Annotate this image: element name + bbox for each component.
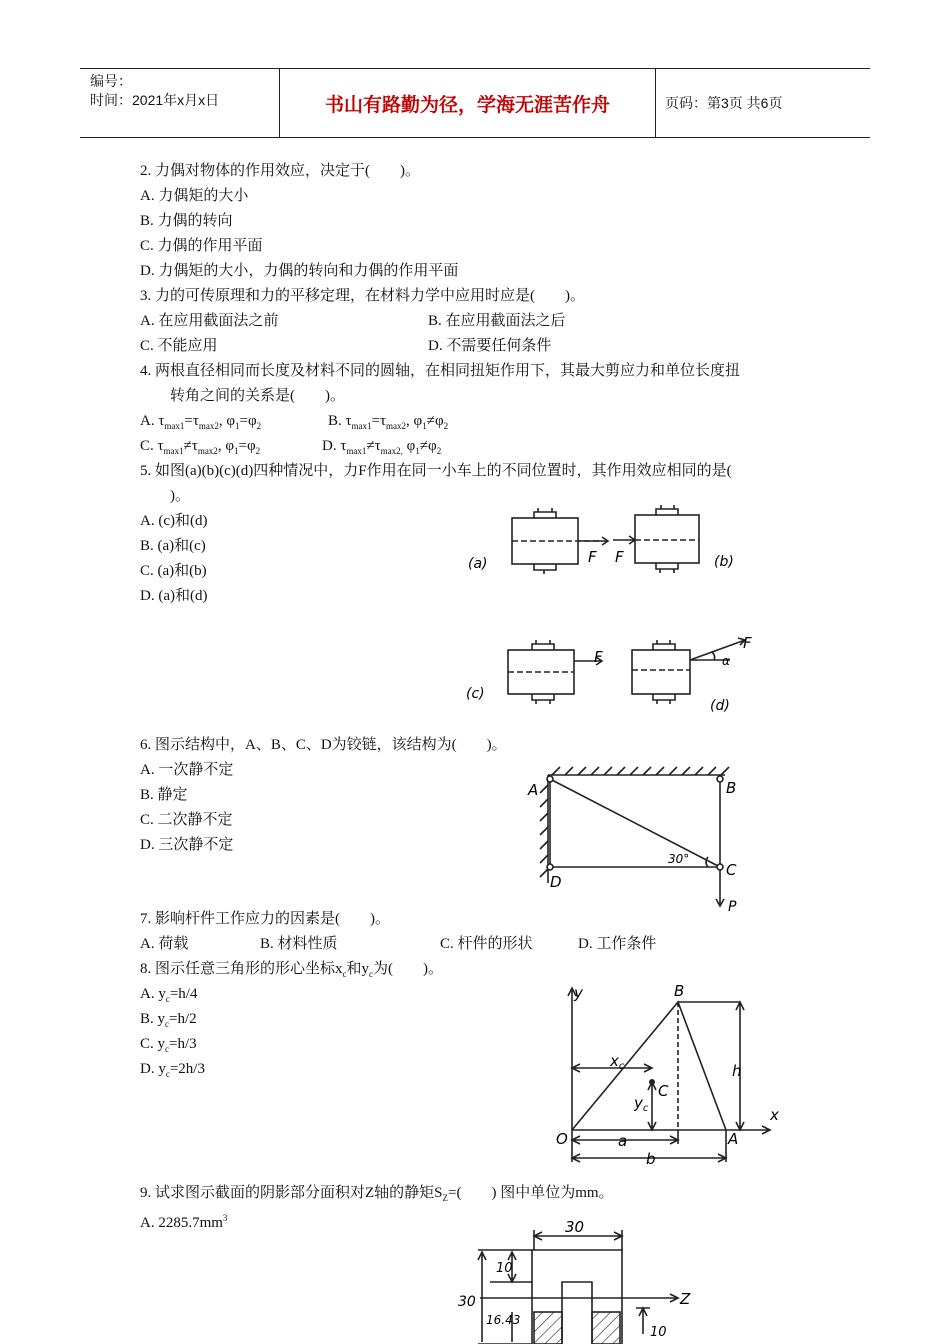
q5-option-c: C. (a)和(b) — [140, 563, 207, 579]
q6-option-b: B. 静定 — [140, 787, 188, 803]
q9-dim-10: 10 — [496, 1261, 513, 1276]
q5-angle-alpha: α — [722, 654, 730, 668]
q3-stem: 3. 力的可传原理和力的平移定理，在材料力学中应用时应是( )。 — [140, 288, 585, 304]
q4-option-d: D. $\tau_{max1}\ne\tau_{max2,}$ $\varphi_1\ne\varphi_2$ — [322, 438, 442, 456]
q9-dim-width: 30 — [565, 1218, 585, 1236]
q6-frame-figure — [520, 765, 760, 920]
page-header — [80, 68, 870, 138]
q9-stem-text: 9. 试求图示截面的阴影部分面积对Z轴的静矩S — [140, 1185, 443, 1201]
q9-stem-end: =( ) 图中单位为mm。 — [448, 1185, 614, 1201]
q8-sub-yc: c — [369, 969, 374, 979]
q5-cart-figure — [460, 500, 770, 720]
q8-label-xc-sub: c — [618, 1061, 625, 1072]
q8-label-dim-a: a — [618, 1132, 628, 1150]
q6-label-c: C — [726, 861, 737, 879]
q5-label-d: (d) — [710, 698, 730, 714]
header-meta — [80, 69, 280, 137]
q7-option-b: B. 材料性质 — [260, 936, 338, 952]
q5-force-d: F — [743, 634, 752, 652]
q2-stem: 2. 力偶对物体的作用效应，决定于( )。 — [140, 163, 420, 179]
q8-axis-x: x — [770, 1106, 779, 1124]
q9-dim-10b: 10 — [650, 1325, 667, 1340]
q3-option-c: C. 不能应用 — [140, 338, 218, 354]
q5-option-d: D. (a)和(d) — [140, 588, 208, 604]
q2-option-c: C. 力偶的作用平面 — [140, 238, 263, 254]
q8-option-a-sub: c — [165, 994, 170, 1004]
q6-load-label: P — [728, 899, 737, 915]
q7-option-a: A. 荷载 — [140, 936, 189, 952]
q9-option-a-text: A. 2285.7mm — [140, 1215, 223, 1231]
q9-dim-1643: 16.43 — [486, 1313, 521, 1327]
q5-label-a: (a) — [468, 556, 488, 572]
q4-option-b: B. $\tau_{max1}=\tau_{max2}$, $\varphi_1\ne\varphi_2$ — [328, 413, 449, 431]
q7-option-c: C. 杆件的形状 — [440, 936, 533, 952]
q8-option-a — [140, 984, 197, 1009]
q8-option-d — [140, 1059, 205, 1084]
q8-option-d-val: =2h/3 — [169, 1061, 205, 1077]
q8-label-b: B — [674, 982, 685, 1000]
q8-option-d-sub: c — [165, 1069, 170, 1079]
q8-stem-c: 为( )。 — [373, 961, 444, 977]
q9-dim-height: 30 — [458, 1294, 476, 1310]
q4-option-a: A. $\tau_{max1}=\tau_{max2}$, $\varphi_1=\varphi_2$ — [140, 413, 262, 431]
q8-stem-b: 和y — [346, 961, 370, 977]
q8-option-a-var: A. y — [140, 986, 166, 1002]
q8-option-b — [140, 1009, 197, 1034]
q7-stem: 7. 影响杆件工作应力的因素是( )。 — [140, 911, 390, 927]
q8-option-c-var: C. y — [140, 1036, 166, 1052]
q5-option-a: A. (c)和(d) — [140, 513, 208, 529]
q7-option-d: D. 工作条件 — [578, 936, 657, 952]
q2-option-d: D. 力偶矩的大小，力偶的转向和力偶的作用平面 — [140, 263, 459, 279]
q9-section-figure — [450, 1212, 700, 1344]
q5-stem-line1: 5. 如图(a)(b)(c)(d)四种情况中，力F作用在同一小车上的不同位置时，其作用效应相同的是( — [140, 463, 732, 479]
q4-stem-line2: 转角之间的关系是( )。 — [170, 388, 345, 404]
q6-option-a: A. 一次静不定 — [140, 762, 234, 778]
q8-label-xc-var: x — [610, 1052, 619, 1070]
q8-label-a: A — [728, 1130, 739, 1148]
header-motto: 书山有路勤为径，学海无涯苦作舟 — [280, 69, 656, 137]
q8-option-c-sub: c — [165, 1044, 170, 1054]
q8-label-dim-b: b — [646, 1150, 656, 1165]
q4-option-c: C. $\tau_{max1}\ne\tau_{max2}$, $\varphi_1=\varphi_2$ — [140, 438, 261, 456]
q8-option-b-sub: c — [165, 1019, 170, 1029]
q6-label-d: D — [550, 873, 562, 891]
q8-triangle-figure — [550, 980, 790, 1165]
q8-stem-a: 8. 图示任意三角形的形心坐标x — [140, 961, 343, 977]
q6-option-c: C. 二次静不定 — [140, 812, 233, 828]
q9-option-a — [140, 1208, 227, 1233]
q5-label-b: (b) — [714, 554, 734, 570]
q8-label-c: C — [658, 1082, 669, 1100]
q6-label-a: A — [528, 781, 539, 799]
q8-label-o: O — [556, 1130, 568, 1148]
date-label: 时间：2021年x月x日 — [90, 92, 220, 108]
q6-label-b: B — [726, 779, 737, 797]
q8-option-a-val: =h/4 — [169, 986, 198, 1002]
q9-option-a-sup: 3 — [222, 1213, 228, 1223]
q8-axis-y: y — [574, 984, 583, 1002]
q8-option-c — [140, 1034, 197, 1059]
q2-option-b: B. 力偶的转向 — [140, 213, 233, 229]
q8-option-b-var: B. y — [140, 1011, 166, 1027]
q8-label-h: h — [732, 1062, 742, 1080]
q8-label-yc-sub: c — [642, 1103, 649, 1114]
code-label: 编号： — [90, 73, 132, 89]
q5-force-c: F — [594, 648, 603, 666]
q8-sub-xc: c — [342, 969, 347, 979]
q3-option-d: D. 不需要任何条件 — [428, 338, 552, 354]
q8-label-xc — [609, 1052, 625, 1072]
q8-label-yc-var: y — [634, 1094, 643, 1112]
q5-force-b: F — [615, 548, 624, 566]
q2-option-a: A. 力偶矩的大小 — [140, 188, 249, 204]
q5-stem-line2: )。 — [170, 488, 190, 504]
q9-sub-z: Z — [442, 1193, 449, 1203]
q9-stem — [140, 1183, 614, 1208]
q5-force-a: F — [588, 548, 597, 566]
q8-stem — [140, 959, 443, 984]
q8-option-b-val: =h/2 — [169, 1011, 197, 1027]
q3-option-a: A. 在应用截面法之前 — [140, 313, 279, 329]
q5-label-c: (c) — [466, 686, 485, 702]
header-page-info: 页码：第3页 共6页 — [665, 95, 783, 111]
q8-label-yc — [633, 1094, 649, 1114]
q8-option-c-val: =h/3 — [169, 1036, 197, 1052]
q6-stem: 6. 图示结构中，A、B、C、D为铰链，该结构为( )。 — [140, 737, 507, 753]
q5-option-b: B. (a)和(c) — [140, 538, 206, 554]
q8-option-d-var: D. y — [140, 1061, 166, 1077]
q3-option-b: B. 在应用截面法之后 — [428, 313, 566, 329]
q6-option-d: D. 三次静不定 — [140, 837, 234, 853]
q6-angle-label: 30° — [668, 852, 690, 866]
q4-stem-line1: 4. 两根直径相同而长度及材料不同的圆轴，在相同扭矩作用下，其最大剪应力和单位长度扭 — [140, 363, 741, 379]
q8-centroid-point — [649, 1079, 655, 1085]
q9-axis-z: Z — [680, 1290, 691, 1308]
